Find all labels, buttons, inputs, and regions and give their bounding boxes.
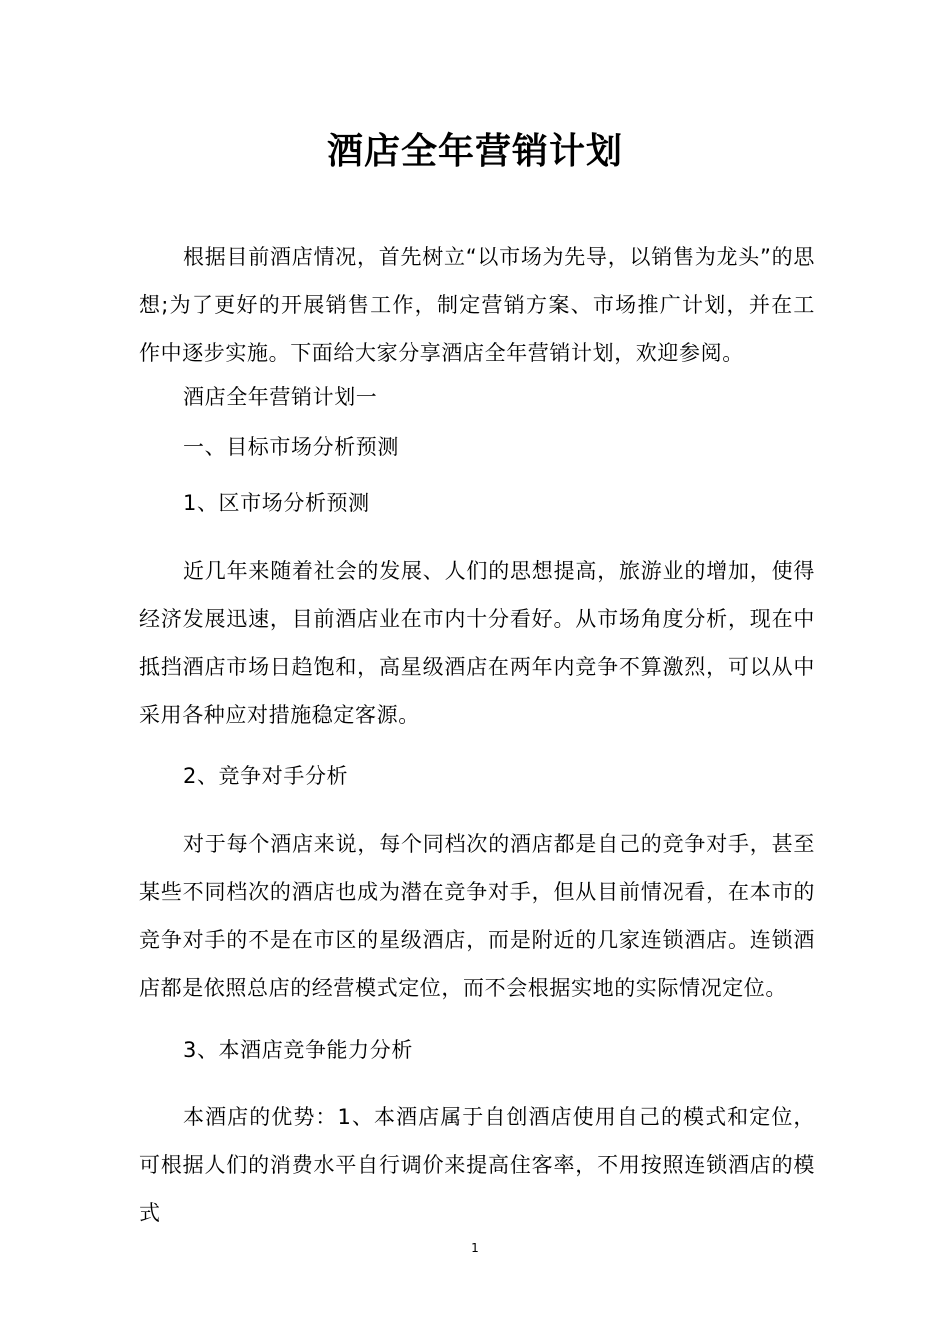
document-title: 酒店全年营销计划 [326, 131, 623, 173]
subsection-heading-competitor-analysis: 2、竞争对手分析 [183, 764, 349, 788]
subsection-heading-competitiveness: 3、本酒店竞争能力分析 [183, 1038, 413, 1062]
intro-paragraph: 根据目前酒店情况，首先树立“以市场为先导，以销售为龙头”的思想;为了更好的开展销售工作，制定营销方案、市场推广计划，并在工作中逐步实施。下面给大家分享酒店全年营销计划，欢迎参阅。 [139, 245, 815, 365]
page-number: 1 [471, 1241, 479, 1255]
market-analysis-paragraph: 近几年来随着社会的发展、人们的思想提高，旅游业的增加，使得经济发展迅速，目前酒店业在市内十分看好。从市场角度分析，现在中抵挡酒店市场日趋饱和，高星级酒店在两年内竞争不算激烈，可以从中采用各种应对措施稳定客源。 [139, 559, 815, 727]
advantages-paragraph: 本酒店的优势：1、本酒店属于自创酒店使用自己的模式和定位，可根据人们的消费水平自行调价来提高住客率，不用按照连锁酒店的模式 [139, 1105, 815, 1225]
competitor-analysis-paragraph: 对于每个酒店来说，每个同档次的酒店都是自己的竞争对手，甚至某些不同档次的酒店也成为潜在竞争对手，但从目前情况看，在本市的竞争对手的不是在市区的星级酒店，而是附近的几家连锁酒店。连锁酒店都是依照总店的经营模式定位，而不会根据实地的实际情况定位。 [139, 832, 815, 1000]
section-heading-target-market: 一、目标市场分析预测 [183, 435, 399, 459]
plan-heading: 酒店全年营销计划一 [183, 385, 378, 409]
subsection-heading-market-analysis: 1、区市场分析预测 [183, 491, 370, 515]
